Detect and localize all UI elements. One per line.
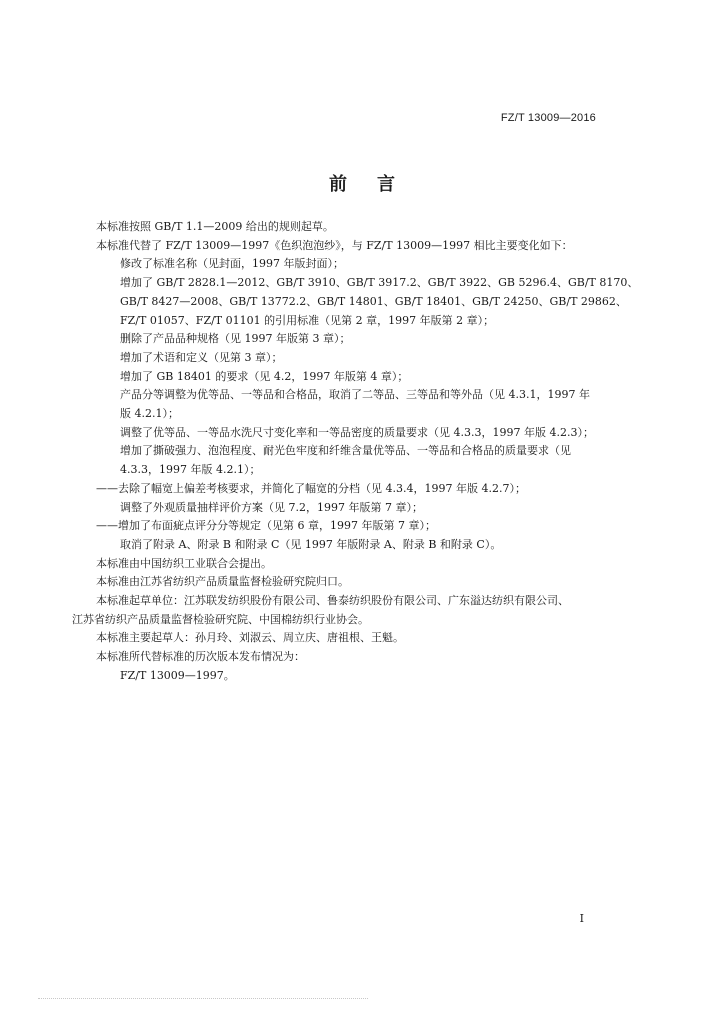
paragraph-line: 版 4.2.1）；: [120, 407, 179, 421]
foreword-body: [72, 218, 639, 686]
standard-code: FZ/T 13009—2016: [500, 112, 596, 124]
paragraph-line: FZ/T 01057、FZ/T 01101 的引用标准（见第 2 章，1997 年版第 2 章）；: [120, 313, 495, 327]
paragraph-line: 本标准所代替标准的历次版本发布情况为：: [96, 650, 305, 664]
paragraph-line: GB/T 8427—2008、GB/T 13772.2、GB/T 14801、GB/T 18401、GB/T 24250、GB/T 29862、: [120, 294, 627, 308]
paragraph-line: 增加了 GB/T 2828.1—2012、GB/T 3910、GB/T 3917.2、GB/T 3922、GB 5296.4、GB/T 8170、: [120, 276, 639, 290]
paragraph-line: FZ/T 13009—1997。: [120, 668, 235, 682]
paragraph-line: 本标准由江苏省纺织产品质量监督检验研究院归口。: [96, 575, 349, 589]
paragraph-line: 调整了外观质量抽样评价方案（见 7.2，1997 年版第 7 章）；: [120, 500, 423, 514]
paragraph-line: 江苏省纺织产品质量监督检验研究院、中国棉纺织行业协会。: [72, 612, 369, 626]
paragraph-line: 本标准起草单位：江苏联发纺织股份有限公司、鲁泰纺织股份有限公司、广东溢达纺织有限公司、: [96, 594, 569, 608]
paragraph-line: 修改了标准名称（见封面，1997 年版封面）；: [120, 257, 344, 271]
paragraph-line: 产品分等调整为优等品、一等品和合格品，取消了二等品、三等品和等外品（见 4.3.1，1997 年: [120, 388, 590, 402]
paragraph-line: 本标准主要起草人：孙月玲、刘淑云、周立庆、唐祖根、王魁。: [96, 631, 404, 645]
paragraph-line: 删除了产品品种规格（见 1997 年版第 3 章）；: [120, 332, 351, 346]
paragraph-line: 增加了 GB 18401 的要求（见 4.2，1997 年版第 4 章）；: [120, 369, 409, 383]
paragraph-line: 增加了撕破强力、泡泡程度、耐光色牢度和纤维含量优等品、一等品和合格品的质量要求（见: [120, 444, 571, 458]
paragraph-line: ——去除了幅宽上偏差考核要求，并简化了幅宽的分档（见 4.3.4，1997 年版 4.2.7）；: [96, 481, 526, 495]
paragraph-line: 本标准代替了 FZ/T 13009—1997《色织泡泡纱》，与 FZ/T 13009—1997 相比主要变化如下：: [96, 238, 573, 252]
paragraph-line: 增加了术语和定义（见第 3 章）；: [120, 350, 283, 364]
paragraph-line: 调整了优等品、一等品水洗尺寸变化率和一等品密度的质量要求（见 4.3.3，1997 年版 4.2.3）；: [120, 425, 594, 439]
paragraph-line: ——增加了布面疵点评分分等规定（见第 6 章，1997 年版第 7 章）；: [96, 519, 436, 533]
scan-artifact-line: [38, 998, 368, 1000]
paragraph-line: 4.3.3，1997 年版 4.2.1）；: [120, 463, 261, 477]
paragraph-line: 取消了附录 A、附录 B 和附录 C（见 1997 年版附录 A、附录 B 和附录 C）。: [120, 537, 502, 551]
paragraph-line: 本标准按照 GB/T 1.1—2009 给出的规则起草。: [96, 220, 334, 233]
page-title: 前言: [329, 174, 425, 195]
paragraph-line: 本标准由中国纺织工业联合会提出。: [96, 556, 272, 570]
page-number: I: [579, 912, 584, 925]
